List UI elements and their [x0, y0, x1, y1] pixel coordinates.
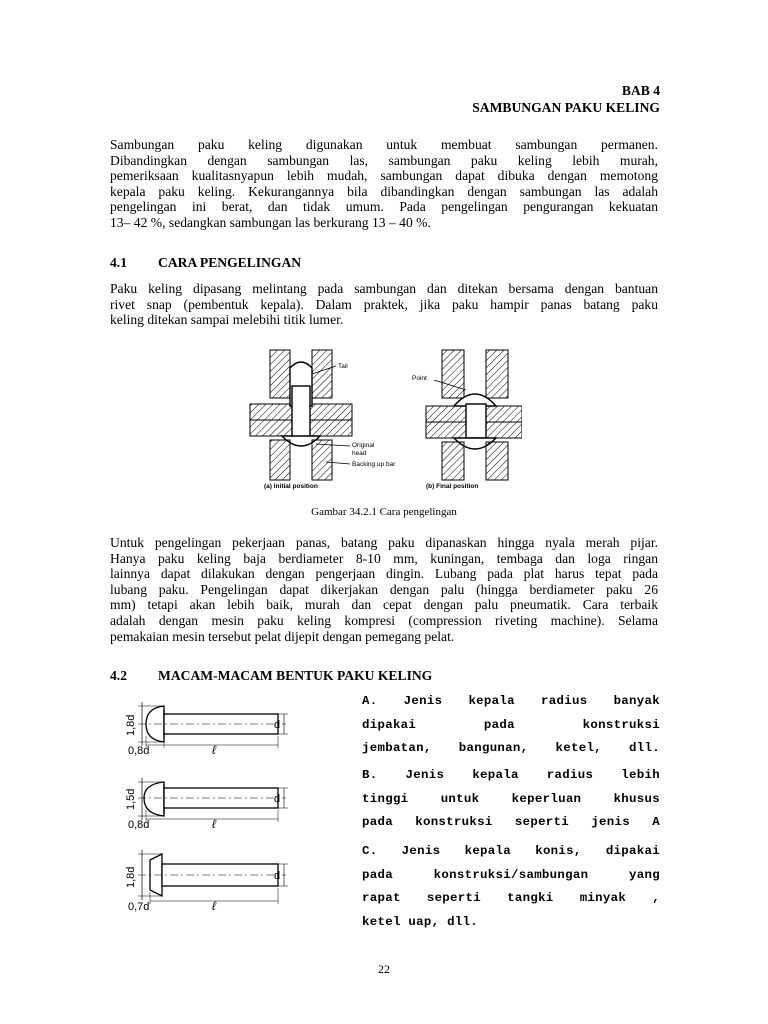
paragraph2-line: Hanya paku keling baja berdiameter 8-10 mm, kuningan, tembaga dan loga ringan: [110, 550, 658, 566]
section-heading-4-2: [110, 668, 432, 684]
rivet-a-dim-l: ℓ: [212, 743, 216, 757]
section1-line: rivet snap (pembentuk kepala). Dalam praktek, jika paku hampir panas batang paku: [110, 296, 658, 312]
intro-line: Sambungan paku keling digunakan untuk membuat sambungan permanen.: [110, 137, 658, 152]
label-original-head-2: head: [352, 450, 367, 457]
section-number: 4.1: [110, 255, 127, 270]
section1-paragraph: [110, 281, 658, 328]
rivet-b-dim-head: 1,5d: [125, 788, 137, 810]
rivet-c-dim-len: 0,7d: [128, 901, 150, 913]
intro-paragraph: [110, 137, 658, 231]
riveting-figure: [246, 346, 522, 494]
label-backing-bar: Backing up bar: [352, 461, 396, 468]
rivet-c-line: pada konstruksi/sambungan yang: [362, 867, 660, 882]
rivet-c-line: rapat seperti tangki minyak ,: [362, 891, 660, 905]
intro-line: pemeriksaan kualitasnyapun lebih mudah, sambungan dapat dibuka dengan memotong: [110, 168, 658, 184]
rivet-c-drawing: [138, 850, 288, 904]
rivet-a-dim-head: 1,8d: [125, 714, 137, 736]
paragraph2-line: lainnya dapat dilakukan dengan pengerjaan dingin. Lubang pada plat harus tepat pada: [110, 566, 658, 582]
intro-line: Dibandingkan dengan sambungan las, sambungan paku keling lebih murah,: [110, 152, 658, 168]
chapter-header: [472, 82, 660, 116]
section-title: MACAM-MACAM BENTUK PAKU KELING: [158, 668, 433, 683]
section1-line: keling ditekan sampai melebihi titik lumer.: [110, 312, 344, 328]
paragraph2-line: lubang paku. Pengelingan dapat dikerjakan dengan palu (hingga berdiameter paku 26: [110, 581, 658, 597]
rivet-b-line: pada konstruksi seperti jenis A: [362, 815, 660, 829]
rivet-b-dim-len: 0,8d: [128, 819, 150, 831]
paragraph2-line: mm) tetapi akan lebih baik, murah dan cepat dengan palu pneumatik. Cara terbaik: [110, 597, 658, 613]
initial-position-drawing: [250, 350, 352, 480]
rivet-type-c-description: [362, 840, 660, 934]
rivet-type-b-description: [362, 764, 660, 835]
final-position-drawing: [426, 350, 522, 480]
rivet-c-line: C. Jenis kepala konis, dipakai: [362, 844, 660, 858]
paragraph2-line: Untuk pengelingan pekerjaan panas, batang paku dipanaskan hingga nyala merah pijar.: [110, 535, 658, 550]
rivet-a-dim-len: 0,8d: [128, 745, 150, 757]
rivet-b-line: tinggi untuk keperluan khusus: [362, 791, 660, 806]
paragraph2-line: adalah dengan mesin paku keling kompresi (compression riveting machine). Selama: [110, 612, 658, 628]
section1-line: Paku keling dipasang melintang pada sambungan dan ditekan bersama dengan bantuan: [110, 281, 658, 296]
label-tail: Tail: [338, 363, 348, 370]
label-initial-position: (a) Initial position: [264, 483, 318, 490]
intro-line: kepala paku keling. Kekurangannya bila dibandingkan dengan sambungan las adalah: [110, 183, 658, 199]
section-title: CARA PENGELINGAN: [158, 255, 302, 270]
rivet-c-dim-head: 1,8d: [125, 866, 137, 888]
rivet-b-line: B. Jenis kepala radius lebih: [362, 768, 660, 782]
rivet-c-dim-d: d: [274, 870, 281, 882]
label-original-head: Original: [352, 442, 375, 449]
rivet-a-drawing: [138, 702, 288, 748]
rivet-c-line: ketel uap, dll.: [362, 914, 479, 929]
rivet-a-dim-d: d: [274, 719, 281, 731]
rivet-b-dim-l: ℓ: [212, 817, 216, 831]
page-number: 22: [378, 962, 390, 976]
rivet-a-line: A. Jenis kepala radius banyak: [362, 694, 660, 708]
label-point: Point: [412, 375, 427, 382]
chapter-title: SAMBUNGAN PAKU KELING: [472, 100, 660, 115]
intro-line: pengelingan ini berat, dan tidak umum. Pada pengelingan pengurangan kekuatan: [110, 199, 658, 215]
label-final-position: (b) Final position: [426, 483, 479, 490]
paragraph-2: [110, 535, 658, 644]
rivet-a-line: jembatan, bangunan, ketel, dll.: [362, 741, 660, 755]
rivet-a-line: dipakai pada konstruksi: [362, 717, 660, 732]
chapter-number: BAB 4: [621, 83, 660, 98]
rivet-type-a-description: [362, 690, 660, 761]
section-heading-4-1: [110, 255, 301, 271]
rivet-b-dim-d: d: [274, 793, 281, 805]
figure-caption: Gambar 34.2.1 Cara pengelingan: [311, 506, 457, 518]
section-number: 4.2: [110, 668, 127, 683]
rivet-drawings: [116, 696, 306, 918]
rivet-c-dim-l: ℓ: [212, 899, 216, 913]
paragraph2-line: pemakaian mesin tersebut pelat dijepit dengan pemegang pelat.: [110, 628, 455, 644]
intro-line: 13– 42 %, sedangkan sambungan las berkurang 13 – 40 %.: [110, 214, 431, 230]
rivet-b-drawing: [138, 778, 288, 822]
